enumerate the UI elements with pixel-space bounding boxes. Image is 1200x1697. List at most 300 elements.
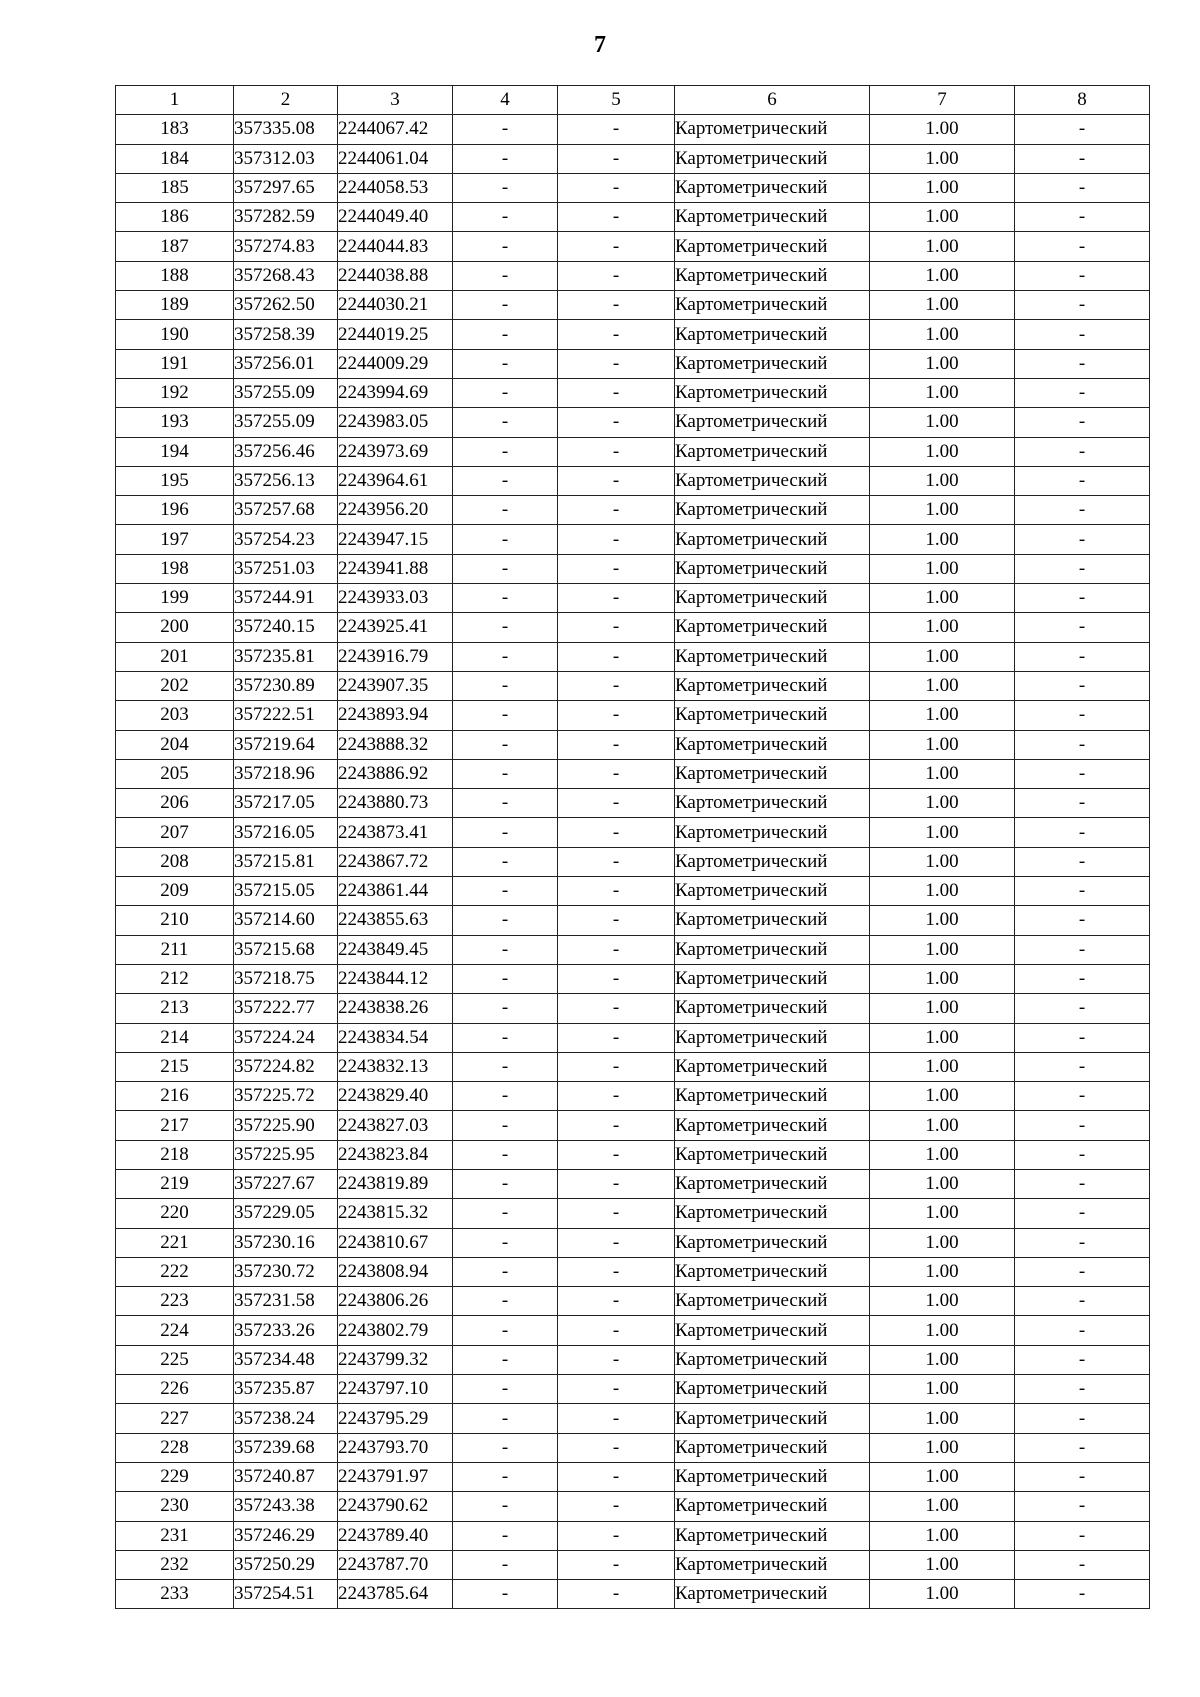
table-row (116, 261, 1150, 290)
table-row (116, 1228, 1150, 1257)
x-coordinate-cell: 357246.29 (234, 1521, 338, 1550)
col8-cell: - (1015, 671, 1150, 700)
table-row (116, 994, 1150, 1023)
x-coordinate-cell: 357257.68 (234, 496, 338, 525)
accuracy-cell: 1.00 (870, 1375, 1015, 1404)
y-coordinate-cell: 2243838.26 (338, 994, 453, 1023)
col4-cell: - (453, 115, 558, 144)
x-coordinate-cell: 357243.38 (234, 1492, 338, 1521)
method-cell: Картометрический (675, 1082, 870, 1111)
x-coordinate-cell: 357258.39 (234, 320, 338, 349)
y-coordinate-cell: 2244009.29 (338, 349, 453, 378)
col5-cell: - (558, 1257, 675, 1286)
point-number-cell: 206 (116, 789, 234, 818)
col4-cell: - (453, 877, 558, 906)
point-number-cell: 227 (116, 1404, 234, 1433)
x-coordinate-cell: 357216.05 (234, 818, 338, 847)
col4-cell: - (453, 232, 558, 261)
table-row (116, 1023, 1150, 1052)
col5-cell: - (558, 1462, 675, 1491)
x-coordinate-cell: 357215.81 (234, 847, 338, 876)
col4-cell: - (453, 1433, 558, 1462)
y-coordinate-cell: 2244067.42 (338, 115, 453, 144)
method-cell: Картометрический (675, 847, 870, 876)
x-coordinate-cell: 357256.46 (234, 437, 338, 466)
col4-cell: - (453, 1521, 558, 1550)
point-number-cell: 184 (116, 144, 234, 173)
method-cell: Картометрический (675, 1316, 870, 1345)
col8-cell: - (1015, 525, 1150, 554)
y-coordinate-cell: 2243873.41 (338, 818, 453, 847)
y-coordinate-cell: 2243933.03 (338, 584, 453, 613)
method-cell: Картометрический (675, 584, 870, 613)
x-coordinate-cell: 357225.72 (234, 1082, 338, 1111)
y-coordinate-cell: 2244038.88 (338, 261, 453, 290)
col8-cell: - (1015, 818, 1150, 847)
point-number-cell: 207 (116, 818, 234, 847)
method-cell: Картометрический (675, 232, 870, 261)
table-row (116, 1052, 1150, 1081)
col8-cell: - (1015, 466, 1150, 495)
col8-cell: - (1015, 1462, 1150, 1491)
col5-cell: - (558, 115, 675, 144)
y-coordinate-cell: 2243810.67 (338, 1228, 453, 1257)
accuracy-cell: 1.00 (870, 1287, 1015, 1316)
col5-cell: - (558, 1023, 675, 1052)
col4-cell: - (453, 525, 558, 554)
col8-cell: - (1015, 789, 1150, 818)
accuracy-cell: 1.00 (870, 554, 1015, 583)
table-row (116, 1199, 1150, 1228)
method-cell: Картометрический (675, 437, 870, 466)
col5-cell: - (558, 1345, 675, 1374)
col5-cell: - (558, 584, 675, 613)
method-cell: Картометрический (675, 1052, 870, 1081)
col8-cell: - (1015, 1111, 1150, 1140)
y-coordinate-cell: 2243793.70 (338, 1433, 453, 1462)
table-row (116, 789, 1150, 818)
y-coordinate-cell: 2243849.45 (338, 935, 453, 964)
method-cell: Картометрический (675, 1023, 870, 1052)
col8-cell: - (1015, 496, 1150, 525)
x-coordinate-cell: 357250.29 (234, 1550, 338, 1579)
x-coordinate-cell: 357234.48 (234, 1345, 338, 1374)
col4-cell: - (453, 1169, 558, 1198)
table-row (116, 378, 1150, 407)
y-coordinate-cell: 2243808.94 (338, 1257, 453, 1286)
y-coordinate-cell: 2243964.61 (338, 466, 453, 495)
x-coordinate-cell: 357230.16 (234, 1228, 338, 1257)
table-row (116, 349, 1150, 378)
x-coordinate-cell: 357233.26 (234, 1316, 338, 1345)
col4-cell: - (453, 1111, 558, 1140)
col5-cell: - (558, 1169, 675, 1198)
accuracy-cell: 1.00 (870, 144, 1015, 173)
col8-cell: - (1015, 906, 1150, 935)
accuracy-cell: 1.00 (870, 906, 1015, 935)
accuracy-cell: 1.00 (870, 701, 1015, 730)
x-coordinate-cell: 357222.77 (234, 994, 338, 1023)
point-number-cell: 208 (116, 847, 234, 876)
col8-cell: - (1015, 291, 1150, 320)
x-coordinate-cell: 357239.68 (234, 1433, 338, 1462)
accuracy-cell: 1.00 (870, 1140, 1015, 1169)
accuracy-cell: 1.00 (870, 789, 1015, 818)
x-coordinate-cell: 357225.90 (234, 1111, 338, 1140)
y-coordinate-cell: 2243907.35 (338, 671, 453, 700)
col4-cell: - (453, 1228, 558, 1257)
point-number-cell: 199 (116, 584, 234, 613)
table-row (116, 437, 1150, 466)
table-row (116, 671, 1150, 700)
table-row (116, 1169, 1150, 1198)
column-header-2: 2 (234, 86, 338, 115)
col8-cell: - (1015, 144, 1150, 173)
accuracy-cell: 1.00 (870, 173, 1015, 202)
point-number-cell: 186 (116, 203, 234, 232)
col4-cell: - (453, 906, 558, 935)
col4-cell: - (453, 818, 558, 847)
col8-cell: - (1015, 877, 1150, 906)
x-coordinate-cell: 357274.83 (234, 232, 338, 261)
x-coordinate-cell: 357230.89 (234, 671, 338, 700)
y-coordinate-cell: 2243916.79 (338, 642, 453, 671)
accuracy-cell: 1.00 (870, 378, 1015, 407)
y-coordinate-cell: 2243941.88 (338, 554, 453, 583)
x-coordinate-cell: 357238.24 (234, 1404, 338, 1433)
point-number-cell: 216 (116, 1082, 234, 1111)
table-row (116, 642, 1150, 671)
col8-cell: - (1015, 642, 1150, 671)
col5-cell: - (558, 378, 675, 407)
accuracy-cell: 1.00 (870, 964, 1015, 993)
method-cell: Картометрический (675, 1228, 870, 1257)
y-coordinate-cell: 2243791.97 (338, 1462, 453, 1491)
col4-cell: - (453, 1462, 558, 1491)
table-header-row (116, 86, 1150, 115)
col5-cell: - (558, 701, 675, 730)
method-cell: Картометрический (675, 466, 870, 495)
y-coordinate-cell: 2243795.29 (338, 1404, 453, 1433)
table-row (116, 173, 1150, 202)
table-row (116, 1580, 1150, 1609)
x-coordinate-cell: 357229.05 (234, 1199, 338, 1228)
accuracy-cell: 1.00 (870, 1316, 1015, 1345)
column-header-8: 8 (1015, 86, 1150, 115)
table-row (116, 759, 1150, 788)
method-cell: Картометрический (675, 701, 870, 730)
method-cell: Картометрический (675, 1433, 870, 1462)
point-number-cell: 195 (116, 466, 234, 495)
y-coordinate-cell: 2243787.70 (338, 1550, 453, 1579)
x-coordinate-cell: 357282.59 (234, 203, 338, 232)
point-number-cell: 229 (116, 1462, 234, 1491)
col8-cell: - (1015, 261, 1150, 290)
point-number-cell: 187 (116, 232, 234, 261)
accuracy-cell: 1.00 (870, 584, 1015, 613)
method-cell: Картометрический (675, 759, 870, 788)
accuracy-cell: 1.00 (870, 291, 1015, 320)
point-number-cell: 196 (116, 496, 234, 525)
col8-cell: - (1015, 437, 1150, 466)
table-row (116, 935, 1150, 964)
col8-cell: - (1015, 1287, 1150, 1316)
col5-cell: - (558, 291, 675, 320)
col4-cell: - (453, 994, 558, 1023)
col5-cell: - (558, 466, 675, 495)
col8-cell: - (1015, 994, 1150, 1023)
col4-cell: - (453, 1580, 558, 1609)
col8-cell: - (1015, 1550, 1150, 1579)
accuracy-cell: 1.00 (870, 1111, 1015, 1140)
y-coordinate-cell: 2244030.21 (338, 291, 453, 320)
table-row (116, 466, 1150, 495)
point-number-cell: 230 (116, 1492, 234, 1521)
table-row (116, 1404, 1150, 1433)
x-coordinate-cell: 357218.96 (234, 759, 338, 788)
x-coordinate-cell: 357217.05 (234, 789, 338, 818)
col5-cell: - (558, 173, 675, 202)
column-header-3: 3 (338, 86, 453, 115)
method-cell: Картометрический (675, 173, 870, 202)
col8-cell: - (1015, 1375, 1150, 1404)
method-cell: Картометрический (675, 1257, 870, 1286)
method-cell: Картометрический (675, 320, 870, 349)
y-coordinate-cell: 2243886.92 (338, 759, 453, 788)
y-coordinate-cell: 2243947.15 (338, 525, 453, 554)
col4-cell: - (453, 378, 558, 407)
page-number: 7 (594, 32, 606, 58)
method-cell: Картометрический (675, 349, 870, 378)
column-header-1: 1 (116, 86, 234, 115)
col4-cell: - (453, 789, 558, 818)
point-number-cell: 231 (116, 1521, 234, 1550)
col8-cell: - (1015, 1345, 1150, 1374)
point-number-cell: 220 (116, 1199, 234, 1228)
col4-cell: - (453, 1316, 558, 1345)
col8-cell: - (1015, 1316, 1150, 1345)
accuracy-cell: 1.00 (870, 1345, 1015, 1374)
method-cell: Картометрический (675, 525, 870, 554)
table-row (116, 1433, 1150, 1462)
col4-cell: - (453, 642, 558, 671)
col8-cell: - (1015, 1521, 1150, 1550)
accuracy-cell: 1.00 (870, 1550, 1015, 1579)
table-row (116, 613, 1150, 642)
method-cell: Картометрический (675, 1375, 870, 1404)
point-number-cell: 219 (116, 1169, 234, 1198)
col8-cell: - (1015, 1492, 1150, 1521)
x-coordinate-cell: 357235.87 (234, 1375, 338, 1404)
y-coordinate-cell: 2243785.64 (338, 1580, 453, 1609)
accuracy-cell: 1.00 (870, 437, 1015, 466)
col5-cell: - (558, 818, 675, 847)
col5-cell: - (558, 1433, 675, 1462)
col5-cell: - (558, 935, 675, 964)
table-row (116, 1257, 1150, 1286)
point-number-cell: 191 (116, 349, 234, 378)
col8-cell: - (1015, 964, 1150, 993)
col8-cell: - (1015, 701, 1150, 730)
table-row (116, 1316, 1150, 1345)
y-coordinate-cell: 2243893.94 (338, 701, 453, 730)
point-number-cell: 224 (116, 1316, 234, 1345)
method-cell: Картометрический (675, 613, 870, 642)
x-coordinate-cell: 357227.67 (234, 1169, 338, 1198)
x-coordinate-cell: 357235.81 (234, 642, 338, 671)
col4-cell: - (453, 1550, 558, 1579)
point-number-cell: 201 (116, 642, 234, 671)
method-cell: Картометрический (675, 554, 870, 583)
x-coordinate-cell: 357254.51 (234, 1580, 338, 1609)
col5-cell: - (558, 525, 675, 554)
point-number-cell: 203 (116, 701, 234, 730)
point-number-cell: 193 (116, 408, 234, 437)
accuracy-cell: 1.00 (870, 847, 1015, 876)
col4-cell: - (453, 437, 558, 466)
table-row (116, 964, 1150, 993)
col4-cell: - (453, 1375, 558, 1404)
point-number-cell: 204 (116, 730, 234, 759)
accuracy-cell: 1.00 (870, 1082, 1015, 1111)
point-number-cell: 233 (116, 1580, 234, 1609)
accuracy-cell: 1.00 (870, 525, 1015, 554)
method-cell: Картометрический (675, 115, 870, 144)
y-coordinate-cell: 2243973.69 (338, 437, 453, 466)
y-coordinate-cell: 2243861.44 (338, 877, 453, 906)
col4-cell: - (453, 1023, 558, 1052)
table-body (116, 115, 1150, 1609)
method-cell: Картометрический (675, 1492, 870, 1521)
col5-cell: - (558, 1580, 675, 1609)
method-cell: Картометрический (675, 730, 870, 759)
accuracy-cell: 1.00 (870, 642, 1015, 671)
col8-cell: - (1015, 408, 1150, 437)
accuracy-cell: 1.00 (870, 1492, 1015, 1521)
col8-cell: - (1015, 349, 1150, 378)
col4-cell: - (453, 496, 558, 525)
point-number-cell: 185 (116, 173, 234, 202)
y-coordinate-cell: 2243802.79 (338, 1316, 453, 1345)
point-number-cell: 194 (116, 437, 234, 466)
accuracy-cell: 1.00 (870, 1462, 1015, 1491)
table-row (116, 1345, 1150, 1374)
method-cell: Картометрический (675, 1550, 870, 1579)
table-row (116, 496, 1150, 525)
x-coordinate-cell: 357255.09 (234, 408, 338, 437)
y-coordinate-cell: 2243867.72 (338, 847, 453, 876)
table-row (116, 818, 1150, 847)
col8-cell: - (1015, 1052, 1150, 1081)
y-coordinate-cell: 2243994.69 (338, 378, 453, 407)
accuracy-cell: 1.00 (870, 759, 1015, 788)
point-number-cell: 198 (116, 554, 234, 583)
col4-cell: - (453, 291, 558, 320)
point-number-cell: 213 (116, 994, 234, 1023)
col8-cell: - (1015, 1580, 1150, 1609)
col8-cell: - (1015, 1140, 1150, 1169)
col5-cell: - (558, 1082, 675, 1111)
accuracy-cell: 1.00 (870, 613, 1015, 642)
method-cell: Картометрический (675, 378, 870, 407)
accuracy-cell: 1.00 (870, 1404, 1015, 1433)
x-coordinate-cell: 357240.87 (234, 1462, 338, 1491)
col5-cell: - (558, 1316, 675, 1345)
col8-cell: - (1015, 554, 1150, 583)
point-number-cell: 215 (116, 1052, 234, 1081)
col8-cell: - (1015, 115, 1150, 144)
table-row (116, 1082, 1150, 1111)
col4-cell: - (453, 1345, 558, 1374)
col5-cell: - (558, 203, 675, 232)
method-cell: Картометрический (675, 261, 870, 290)
method-cell: Картометрический (675, 964, 870, 993)
col5-cell: - (558, 1375, 675, 1404)
y-coordinate-cell: 2243806.26 (338, 1287, 453, 1316)
col8-cell: - (1015, 1199, 1150, 1228)
point-number-cell: 217 (116, 1111, 234, 1140)
table-row (116, 1375, 1150, 1404)
method-cell: Картометрический (675, 994, 870, 1023)
table-row (116, 408, 1150, 437)
accuracy-cell: 1.00 (870, 935, 1015, 964)
y-coordinate-cell: 2243834.54 (338, 1023, 453, 1052)
col8-cell: - (1015, 1404, 1150, 1433)
accuracy-cell: 1.00 (870, 818, 1015, 847)
col5-cell: - (558, 1140, 675, 1169)
y-coordinate-cell: 2243790.62 (338, 1492, 453, 1521)
method-cell: Картометрический (675, 642, 870, 671)
col4-cell: - (453, 408, 558, 437)
y-coordinate-cell: 2244019.25 (338, 320, 453, 349)
x-coordinate-cell: 357297.65 (234, 173, 338, 202)
accuracy-cell: 1.00 (870, 730, 1015, 759)
col5-cell: - (558, 144, 675, 173)
x-coordinate-cell: 357262.50 (234, 291, 338, 320)
col5-cell: - (558, 964, 675, 993)
col4-cell: - (453, 584, 558, 613)
method-cell: Картометрический (675, 1287, 870, 1316)
y-coordinate-cell: 2243797.10 (338, 1375, 453, 1404)
accuracy-cell: 1.00 (870, 1433, 1015, 1462)
table-row (116, 554, 1150, 583)
col5-cell: - (558, 613, 675, 642)
col5-cell: - (558, 789, 675, 818)
x-coordinate-cell: 357268.43 (234, 261, 338, 290)
y-coordinate-cell: 2243815.32 (338, 1199, 453, 1228)
col4-cell: - (453, 701, 558, 730)
table-row (116, 1550, 1150, 1579)
method-cell: Картометрический (675, 1404, 870, 1433)
accuracy-cell: 1.00 (870, 1199, 1015, 1228)
table-row (116, 1521, 1150, 1550)
method-cell: Картометрический (675, 1580, 870, 1609)
table-row (116, 877, 1150, 906)
col4-cell: - (453, 1287, 558, 1316)
accuracy-cell: 1.00 (870, 320, 1015, 349)
col4-cell: - (453, 1140, 558, 1169)
col4-cell: - (453, 759, 558, 788)
col5-cell: - (558, 232, 675, 261)
accuracy-cell: 1.00 (870, 1521, 1015, 1550)
method-cell: Картометрический (675, 1140, 870, 1169)
col5-cell: - (558, 759, 675, 788)
column-header-4: 4 (453, 86, 558, 115)
col5-cell: - (558, 1287, 675, 1316)
accuracy-cell: 1.00 (870, 349, 1015, 378)
accuracy-cell: 1.00 (870, 1023, 1015, 1052)
x-coordinate-cell: 357224.24 (234, 1023, 338, 1052)
